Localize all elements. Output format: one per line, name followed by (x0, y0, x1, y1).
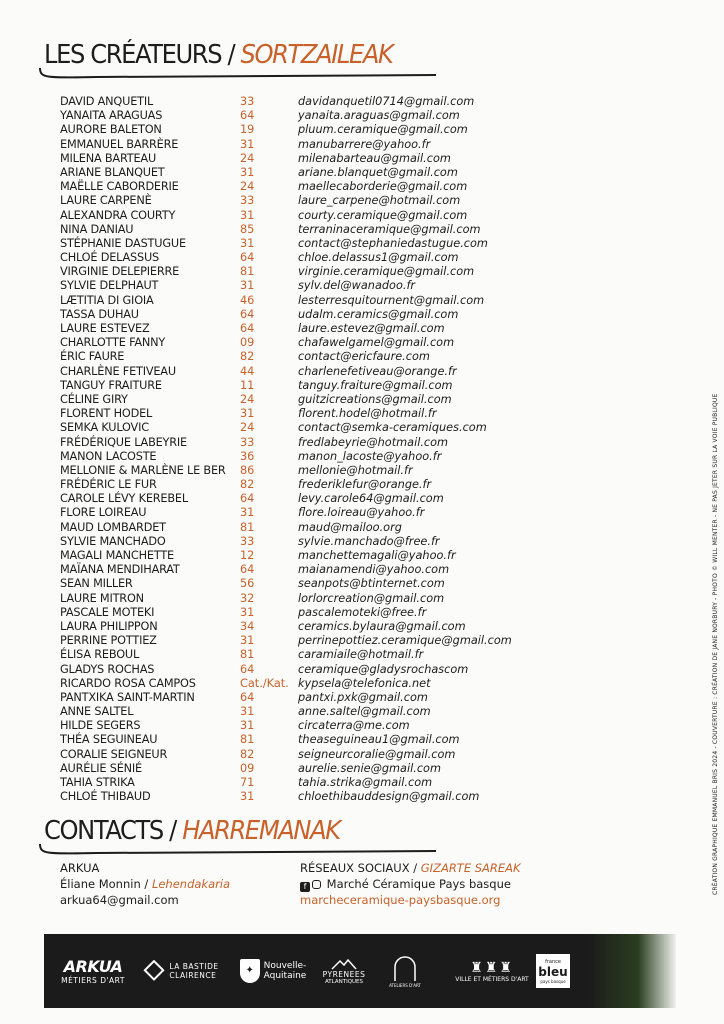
creator-row (60, 776, 520, 790)
creator-email[interactable]: pantxi.pxk@gmail.com (298, 690, 428, 704)
creator-row (60, 762, 520, 776)
creator-name: ALEXANDRA COURTY (60, 208, 176, 222)
creator-department: 36 (240, 449, 255, 463)
creator-email[interactable]: manon_lacoste@yahoo.fr (298, 449, 442, 463)
creator-name: MAGALI MANCHETTE (60, 549, 174, 562)
creator-name: FRÉDÉRIC LE FUR (60, 478, 157, 492)
creator-row (60, 492, 520, 506)
instagram-icon (312, 880, 321, 889)
creator-row (60, 237, 520, 251)
creator-name: MILENA BARTEAU (60, 151, 157, 165)
creator-name: CHLOÉ THIBAUD (60, 790, 151, 804)
creator-department: 34 (240, 619, 255, 633)
creator-name: FLORE LOIREAU (60, 506, 147, 520)
creator-name: LAURE MITRON (60, 591, 144, 605)
creator-email[interactable]: anne.saltel@gmail.com (298, 705, 431, 719)
creator-department: 24 (240, 180, 255, 194)
creator-department: 82 (240, 747, 255, 761)
creator-row (60, 279, 520, 293)
contacts-underline (36, 842, 436, 858)
creator-name: AURORE BALETON (60, 123, 162, 137)
creator-department: 33 (240, 95, 255, 108)
creator-department: 31 (240, 634, 255, 648)
creator-name: STÉPHANIE DASTUGUE (60, 236, 186, 250)
social-title: RÉSEAUX SOCIAUX / GIZARTE SAREAK (300, 861, 521, 875)
creator-row (60, 294, 520, 308)
creator-email[interactable]: florent.hodel@hotmail.fr (298, 407, 437, 421)
creator-name: SEAN MILLER (60, 577, 133, 591)
creator-email[interactable]: charlenefetiveau@orange.fr (298, 364, 457, 378)
creator-name: CHLOÉ DELASSUS (60, 251, 159, 265)
creator-department: 81 (240, 733, 255, 747)
creator-row (60, 464, 520, 478)
creator-name: MAËLLE CABORDERIE (60, 180, 179, 194)
creator-name: LAURE CARPENÈ (60, 194, 152, 208)
creator-department: 81 (240, 520, 255, 534)
creator-email[interactable]: theaseguineau1@gmail.com (298, 733, 460, 747)
creator-row (60, 180, 520, 194)
creator-row (60, 365, 520, 379)
org-person: Éliane Monnin / Lehendakaria (60, 877, 231, 891)
nouvelle-aquitaine-logo: ✦ Nouvelle- Aquitaine (230, 934, 316, 1008)
creator-email[interactable]: seanpots@btinternet.com (298, 577, 445, 591)
creator-row (60, 336, 520, 350)
creator-email[interactable]: laure.estevez@gmail.com (298, 322, 445, 335)
creator-email[interactable]: contact@ericfaure.com (298, 350, 430, 364)
creator-row (60, 691, 520, 705)
creator-name: TANGUY FRAITURE (60, 378, 162, 392)
creator-email[interactable]: chafawelgamel@gmail.com (298, 336, 455, 350)
creator-name: CAROLE LÉVY KEREBEL (60, 492, 188, 506)
creator-email[interactable]: manchettemagali@yahoo.fr (298, 549, 456, 562)
creator-row (60, 194, 520, 208)
creator-name: GLADYS ROCHAS (60, 662, 155, 676)
creators-list (60, 95, 520, 804)
creator-email[interactable]: lorlorcreation@gmail.com (298, 591, 445, 605)
creator-row (60, 393, 520, 407)
creator-email[interactable]: perrinepottiez.ceramique@gmail.com (298, 634, 512, 648)
contact-social (300, 860, 521, 908)
social-page[interactable]: f Marché Céramique Pays basque (300, 876, 521, 892)
creator-email[interactable]: tanguy.fraiture@gmail.com (298, 378, 453, 392)
creator-row (60, 577, 520, 591)
creator-row (60, 265, 520, 279)
creator-department: 31 (240, 407, 255, 421)
creator-name: PANTXIKA SAINT-MARTIN (60, 690, 195, 704)
creator-email[interactable]: guitzicreations@gmail.com (298, 392, 452, 406)
creator-email[interactable]: contact@semka-ceramiques.com (298, 421, 487, 435)
creator-department: 71 (240, 776, 255, 789)
creator-row (60, 350, 520, 364)
creator-row (60, 634, 520, 648)
creator-email[interactable]: davidanquetil0714@gmail.com (298, 95, 475, 108)
creator-email[interactable]: laure_carpene@hotmail.com (298, 194, 461, 208)
creator-row (60, 563, 520, 577)
creator-email[interactable]: chloethibauddesign@gmail.com (298, 790, 480, 804)
creator-department: 44 (240, 364, 255, 378)
creator-name: VIRGINIE DELEPIERRE (60, 265, 180, 279)
creator-name: EMMANUEL BARRÈRE (60, 137, 179, 151)
creator-email[interactable]: terraninaceramique@gmail.com (298, 222, 481, 236)
creator-row (60, 322, 520, 336)
creator-department: 24 (240, 421, 255, 435)
creator-name: MAUD LOMBARDET (60, 520, 166, 534)
creator-department: 31 (240, 719, 255, 733)
creator-row (60, 209, 520, 223)
creator-department: 64 (240, 492, 255, 506)
creator-name: TASSA DUHAU (60, 307, 139, 321)
creator-row (60, 308, 520, 322)
creator-name: ARIANE BLANQUET (60, 165, 165, 179)
creator-department: 56 (240, 577, 255, 591)
creator-row (60, 677, 520, 691)
creator-row (60, 95, 520, 109)
creator-department: 31 (240, 137, 255, 151)
france-bleu-logo: france bleu pays basque (528, 934, 578, 1008)
creator-email[interactable]: ceramique@gladysrochascom (298, 662, 469, 676)
creator-email[interactable]: maianamendi@yahoo.com (298, 563, 450, 577)
partner-logos-band (44, 934, 676, 1008)
creator-row (60, 379, 520, 393)
creator-email[interactable]: caramiaile@hotmail.fr (298, 648, 424, 662)
creator-email[interactable]: yanaita.araguas@gmail.com (298, 109, 460, 123)
creator-department: 82 (240, 350, 255, 364)
creator-email[interactable]: kypsela@telefonica.net (298, 676, 431, 690)
creator-name: MELLONIE & MARLÈNE LE BER (60, 463, 226, 477)
creator-name: MAÏANA MENDIHARAT (60, 563, 180, 577)
creator-email[interactable]: maellecaborderie@gmail.com (298, 180, 468, 194)
creator-name: HILDE SEGERS (60, 719, 141, 733)
creator-department: 33 (240, 194, 255, 208)
creator-department: 09 (240, 336, 255, 350)
creator-name: TAHIA STRIKA (60, 776, 135, 789)
creator-department: 31 (240, 165, 255, 179)
creator-department: 31 (240, 236, 255, 250)
creator-row (60, 592, 520, 606)
creator-name: PASCALE MOTEKI (60, 605, 155, 619)
creator-department: 46 (240, 293, 255, 307)
creator-name: PERRINE POTTIEZ (60, 634, 157, 648)
creator-row (60, 521, 520, 535)
creator-email[interactable]: manubarrere@yahoo.fr (298, 137, 431, 151)
creator-email[interactable]: circaterra@me.com (298, 719, 410, 733)
creator-email[interactable]: milenabarteau@gmail.com (298, 151, 451, 165)
creator-email[interactable]: sylv.del@wanadoo.fr (298, 279, 416, 293)
creator-email[interactable]: pascalemoteki@free.fr (298, 605, 427, 619)
creator-row (60, 620, 520, 634)
creator-name: ÉLISA REBOUL (60, 648, 140, 662)
creator-row (60, 166, 520, 180)
creator-email[interactable]: seigneurcoralie@gmail.com (298, 747, 456, 761)
creator-department: 31 (240, 605, 255, 619)
org-name: ARKUA (60, 861, 100, 875)
creator-row (60, 648, 520, 662)
creator-row (60, 450, 520, 464)
creator-name: NINA DANIAU (60, 222, 134, 236)
contacts-title: CONTACTS / HARREMANAK (44, 816, 340, 846)
creator-row (60, 506, 520, 520)
creator-email[interactable]: pluum.ceramique@gmail.com (298, 123, 468, 137)
creator-department: 33 (240, 534, 255, 548)
creator-department: 64 (240, 563, 255, 577)
creator-department: 31 (240, 705, 255, 719)
creator-name: YANAITA ARAGUAS (60, 109, 163, 123)
creator-name: ÉRIC FAURE (60, 350, 125, 364)
creator-name: DAVID ANQUETIL (60, 95, 154, 108)
creator-department: 24 (240, 151, 255, 165)
creator-row (60, 152, 520, 166)
creator-department: 11 (240, 378, 255, 392)
lion-shield-icon: ✦ (240, 959, 260, 983)
creator-row (60, 478, 520, 492)
contact-organization (60, 860, 230, 908)
creator-row (60, 748, 520, 762)
creator-row (60, 251, 520, 265)
title-underline (36, 66, 436, 82)
creator-department: 64 (240, 109, 255, 123)
creator-email[interactable]: mellonie@hotmail.fr (298, 463, 413, 477)
creator-name: LAURE ESTEVEZ (60, 322, 150, 335)
creator-department: 81 (240, 265, 255, 279)
crowns-icon: ♜♜♜ (470, 959, 514, 976)
creator-department: 81 (240, 648, 255, 662)
creator-name: CORALIE SEIGNEUR (60, 747, 168, 761)
creator-name: FLORENT HODEL (60, 407, 153, 421)
creator-email[interactable]: ceramics.bylaura@gmail.com (298, 619, 466, 633)
creator-row (60, 123, 520, 137)
facebook-icon: f (300, 882, 310, 892)
creator-email[interactable]: fredlabeyrie@hotmail.com (298, 435, 449, 449)
creator-name: CHARLOTTE FANNY (60, 336, 166, 350)
creator-department: 64 (240, 322, 255, 335)
creator-department: 86 (240, 463, 255, 477)
creator-row (60, 733, 520, 747)
creator-email[interactable]: aurelie.senie@gmail.com (298, 761, 441, 775)
creator-name: RICARDO ROSA CAMPOS (60, 676, 196, 690)
creator-department: 31 (240, 208, 255, 222)
creator-department: 19 (240, 123, 255, 137)
creator-email[interactable]: levy.carole64@gmail.com (298, 492, 444, 506)
creator-department: 31 (240, 790, 255, 804)
creator-department: 64 (240, 690, 255, 704)
creator-email[interactable]: courty.ceramique@gmail.com (298, 208, 468, 222)
creator-email[interactable]: flore.loireau@yahoo.fr (298, 506, 425, 520)
creator-name: ANNE SALTEL (60, 705, 134, 719)
arkua-logo: ARKUA MÉTIERS D'ART (61, 957, 125, 985)
arch-icon (392, 955, 418, 983)
creator-department: 31 (240, 506, 255, 520)
creator-row (60, 421, 520, 435)
creator-row (60, 138, 520, 152)
creator-department: 09 (240, 761, 255, 775)
bastide-clairence-logo: LA BASTIDE CLAIRENCE (138, 934, 224, 1008)
creator-department: 32 (240, 591, 255, 605)
creator-email[interactable]: frederiklefur@orange.fr (298, 478, 432, 492)
creator-name: SYLVIE MANCHADO (60, 534, 166, 548)
creator-email[interactable]: tahia.strika@gmail.com (298, 776, 433, 789)
creator-name: SYLVIE DELPHAUT (60, 279, 159, 293)
mountain-icon (331, 958, 357, 970)
creator-department: 64 (240, 251, 255, 265)
creator-row (60, 535, 520, 549)
creators-title: LES CRÉATEURS / SORTZAILEAK (44, 40, 393, 70)
diamond-icon (143, 960, 165, 982)
creator-department: 64 (240, 662, 255, 676)
creator-email[interactable]: virginie.ceramique@gmail.com (298, 265, 475, 279)
creator-row (60, 790, 520, 804)
creator-email[interactable]: sylvie.manchado@free.fr (298, 534, 440, 548)
creator-row (60, 606, 520, 620)
creator-department: 12 (240, 549, 255, 562)
creator-department: Cat./Kat. (240, 676, 289, 690)
creator-row (60, 663, 520, 677)
creator-row (60, 719, 520, 733)
creator-department: 33 (240, 435, 255, 449)
creator-email[interactable]: udalm.ceramics@gmail.com (298, 307, 459, 321)
creator-department: 31 (240, 279, 255, 293)
creator-name: SEMKA KULOVIC (60, 421, 149, 435)
creator-department: 64 (240, 307, 255, 321)
creator-row (60, 223, 520, 237)
org-email[interactable]: arkua64@gmail.com (60, 893, 179, 907)
creator-name: THÉA SEGUINEAU (60, 733, 158, 747)
creator-row (60, 549, 520, 563)
creator-email[interactable]: maud@mailoo.org (298, 520, 402, 534)
creator-name: LAURA PHILIPPON (60, 619, 158, 633)
creator-name: MANON LACOSTE (60, 449, 157, 463)
ateliers-art-logo: ATELIERS D'ART (380, 934, 430, 1008)
creator-email[interactable]: lesterresquitournent@gmail.com (298, 293, 485, 307)
creator-department: 24 (240, 392, 255, 406)
creator-row (60, 436, 520, 450)
creator-email[interactable]: ariane.blanquet@gmail.com (298, 165, 458, 179)
creator-row (60, 407, 520, 421)
creator-email[interactable]: contact@stephaniedastugue.com (298, 236, 488, 250)
website-link[interactable]: marcheceramique-paysbasque.org (300, 893, 501, 907)
creator-name: CÉLINE GIRY (60, 392, 128, 406)
creator-name: LÆTITIA DI GIOIA (60, 293, 154, 307)
creator-name: FRÉDÉRIQUE LABEYRIE (60, 435, 187, 449)
ville-metiers-art-logo: ♜♜♜ VILLE ET MÉTIERS D'ART (455, 959, 529, 983)
creator-department: 82 (240, 478, 255, 492)
creator-row (60, 109, 520, 123)
creator-email[interactable]: chloe.delassus1@gmail.com (298, 251, 459, 265)
creator-name: CHARLÈNE FETIVEAU (60, 364, 176, 378)
pyrenees-atlantiques-logo: PYRENEES ATLANTIQUES (316, 934, 372, 1008)
creator-row (60, 705, 520, 719)
creator-department: 85 (240, 222, 255, 236)
credits-text: CRÉATION GRAPHIQUE EMMANUEL BRIS 2024 - COUVERTURE : CRÉATION DE JANE NORBURY - PHOTO © WILL MENTER - NE PAS JETER SUR LA VOIE PUBLIQUE (712, 393, 719, 895)
creator-name: AURÉLIE SÉNIÉ (60, 761, 142, 775)
